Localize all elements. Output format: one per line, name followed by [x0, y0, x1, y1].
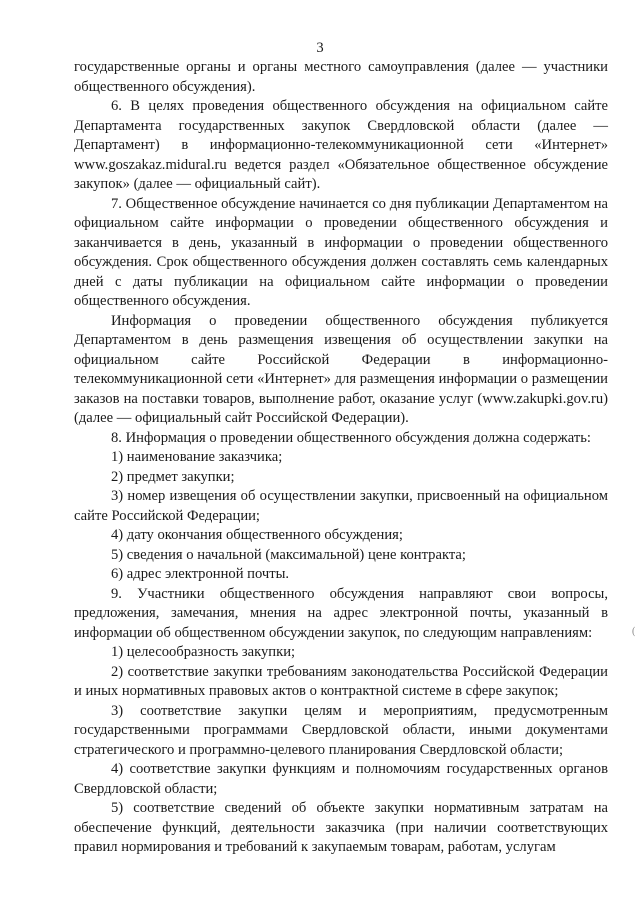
paragraph-7: 7. Общественное обсуждение начинается со дня публикации Департаментом на официальном сайте информации о проведении общественного обсуждения и заканчивается в день, указанный в информации о проведении общественного обсуждения. Срок общественного обсуждения должен составлять семь календарных дней с даты публикации на официальном сайте информации о проведении общественного обсуждения.	[74, 195, 608, 309]
list-item-9-4: 4) соответствие закупки функциям и полномочиям государственных органов Свердловской области;	[74, 761, 608, 797]
list-item-9-1: 1) целесообразность закупки;	[111, 644, 296, 660]
paragraph-cont: государственные органы и органы местного самоуправления (далее — участники общественного обсуждения).	[74, 59, 608, 95]
list-item-8-1: 1) наименование заказчика;	[111, 449, 283, 465]
list-item-8-3: 3) номер извещения об осуществлении закупки, присвоенный на официальном сайте Российской Федерации;	[74, 488, 608, 524]
list-item-9-2: 2) соответствие закупки требованиям законодательства Российской Федерации и иных нормативных правовых актов о контрактной системе в сфере закупок;	[74, 663, 608, 699]
paragraph-9: 9. Участники общественного обсуждения направляют свои вопросы, предложения, замечания, мнения на адрес электронной почты, указанный в информации об общественном обсуждении закупок, по следующим направлениям:	[74, 585, 608, 641]
margin-mark: (	[632, 626, 636, 637]
list-item-8-6: 6) адрес электронной почты.	[111, 566, 290, 582]
paragraph-6: 6. В целях проведения общественного обсуждения на официальном сайте Департамента государственных закупок Свердловской области (далее — Департамент) в информационно-телекоммуникационной сети «Интернет» www.goszakaz.midural.ru ведется раздел «Обязательное общественное обсуждение закупок» (далее — официальный сайт).	[74, 98, 608, 192]
list-item-9-3: 3) соответствие закупки целям и мероприятиям, предусмотренным государственными программами Свердловской области, иными документами стратегического и программно-целевого планирования Свердловской области;	[74, 702, 608, 758]
document-body	[74, 58, 608, 858]
list-item-8-4: 4) дату окончания общественного обсуждения;	[111, 527, 403, 543]
list-item-9-5: 5) соответствие сведений об объекте закупки нормативным затратам на обеспечение функций, деятельности заказчика (при наличии соответствующих правил нормирования и требований к закупаемым товарам, работам, услугам	[74, 800, 608, 855]
paragraph-7-info: Информация о проведении общественного обсуждения публикуется Департаментом в день размещения извещения об осуществлении закупки на официальном сайте Российской Федерации в информационно-телекоммуникационной сети «Интернет» для размещения информации о размещении заказов на поставки товаров, выполнение работ, оказание услуг (www.zakupki.gov.ru) (далее — официальный сайт Российской Федерации).	[74, 312, 608, 426]
page-number: 3	[316, 40, 324, 56]
paragraph-8: 8. Информация о проведении общественного обсуждения должна содержать:	[111, 429, 591, 446]
list-item-8-5: 5) сведения о начальной (максимальной) цене контракта;	[111, 546, 466, 563]
list-item-8-2: 2) предмет закупки;	[111, 468, 235, 485]
